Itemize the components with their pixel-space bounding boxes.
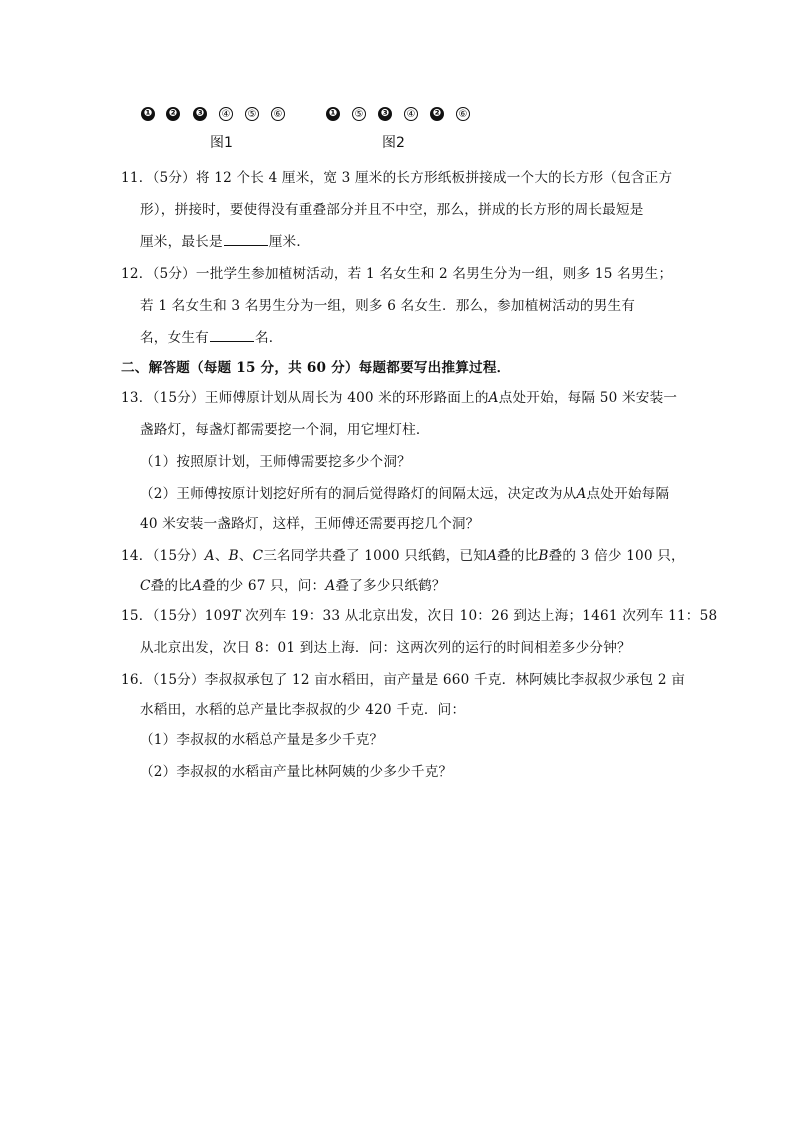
question-15-text: 次列车 19：33 从北京出发，次日 10：26 到达上海；1461 次列车 11：58 bbox=[240, 608, 718, 624]
question-13-sub-3: 40 米安装一盏路灯，这样，王师傅还需要再挖几个洞？ bbox=[140, 516, 480, 532]
var-b: B bbox=[228, 548, 239, 564]
question-16-sub-2: （2）李叔叔的水稻亩产量比林阿姨的少多少千克？ bbox=[140, 764, 453, 780]
var-t: T bbox=[231, 608, 241, 624]
circle-4: ④ bbox=[219, 107, 233, 121]
var-a: A bbox=[486, 548, 498, 564]
question-13-text: 点处开始每隔 bbox=[586, 486, 670, 502]
separator: 、 bbox=[238, 548, 253, 564]
question-14-text: 三名同学共叠了 1000 只纸鹤，已知 bbox=[263, 548, 487, 564]
question-14-text: 14．（15分） bbox=[121, 548, 205, 564]
var-a: A bbox=[204, 548, 215, 564]
question-14-line-1 bbox=[121, 544, 685, 564]
separator: 、 bbox=[214, 548, 229, 564]
circle-4: ④ bbox=[404, 107, 418, 121]
question-13-line-1 bbox=[121, 386, 681, 406]
var-c: C bbox=[140, 578, 151, 594]
question-12-line-1: 12．（5分）一批学生参加植树活动，若 1 名女生和 2 名男生分为一组，则多 15 名男生； bbox=[121, 266, 673, 282]
var-a: A bbox=[576, 486, 587, 502]
var-c: C bbox=[252, 548, 264, 564]
figure-2-caption: 图2 bbox=[382, 135, 405, 151]
question-14-text: 叠的 3 倍少 100 只， bbox=[548, 548, 685, 564]
var-a: A bbox=[325, 578, 336, 594]
question-16-line-2: 水稻田，水稻的总产量比李叔叔的少 420 千克．问： bbox=[140, 702, 466, 718]
question-11-line-2: 形），拼接时，要使得没有重叠部分并且不中空，那么，拼成的长方形的周长最短是 bbox=[140, 202, 644, 218]
circle-2: ❷ bbox=[430, 107, 444, 121]
figure-1-caption: 图1 bbox=[210, 135, 233, 151]
question-13-sub-1: （1）按照原计划，王师傅需要挖多少个洞？ bbox=[140, 454, 411, 470]
question-12-line-3 bbox=[140, 326, 700, 346]
var-a: A bbox=[488, 390, 499, 406]
circle-2: ❷ bbox=[166, 107, 180, 121]
question-13-line-2: 盏路灯，每盏灯都需要挖一个洞，用它埋灯柱． bbox=[140, 422, 430, 438]
question-16-line-1: 16．（15分）李叔叔承包了 12 亩水稻田，亩产量是 660 千克．林阿姨比李叔叔少承包 2 亩 bbox=[121, 672, 686, 688]
answer-blank[interactable] bbox=[224, 233, 268, 246]
var-a: A bbox=[192, 578, 203, 594]
var-b: B bbox=[538, 548, 549, 564]
question-15-line-1 bbox=[121, 604, 718, 624]
circle-6: ⑥ bbox=[456, 107, 470, 121]
question-12-line-2: 若 1 名女生和 3 名男生分为一组，则多 6 名女生．那么，参加植树活动的男生有 bbox=[140, 298, 636, 314]
circle-6: ⑥ bbox=[271, 107, 285, 121]
question-14-text: 叠了多少只纸鹤？ bbox=[335, 578, 446, 594]
section-heading: 二、解答题（每题 15 分，共 60 分）每题都要写出推算过程． bbox=[121, 360, 511, 376]
question-14-text: 叠的少 67 只，问： bbox=[202, 578, 326, 594]
question-14-text: 叠的比 bbox=[497, 548, 539, 564]
question-13-text: 13．（15分）王师傅原计划从周长为 400 米的环形路面上的 bbox=[121, 390, 489, 406]
question-13-text: 点处开始，每隔 50 米安装一 bbox=[498, 390, 678, 406]
question-11-line-1: 11．（5分）将 12 个长 4 厘米，宽 3 厘米的长方形纸板拼接成一个大的长方形（包含正方 bbox=[121, 170, 673, 186]
question-11-text-b: 厘米． bbox=[268, 234, 311, 250]
question-15-text: 15．（15分）109 bbox=[121, 608, 232, 624]
question-11-text-a: 厘米，最长是 bbox=[140, 234, 223, 250]
circle-5: ⑤ bbox=[245, 107, 259, 121]
circle-3: ❸ bbox=[378, 107, 392, 121]
question-13-sub-2 bbox=[140, 482, 700, 502]
circle-1: ❶ bbox=[141, 107, 155, 121]
question-15-line-2: 从北京出发，次日 8：01 到达上海．问：这两次列的运行的时间相差多少分钟？ bbox=[140, 640, 631, 656]
question-16-sub-1: （1）李叔叔的水稻总产量是多少千克？ bbox=[140, 732, 384, 748]
question-12-text-b: 名． bbox=[254, 330, 283, 346]
answer-blank[interactable] bbox=[210, 329, 254, 342]
circle-1: ❶ bbox=[326, 107, 340, 121]
question-14-text: 叠的比 bbox=[150, 578, 192, 594]
question-13-text: （2）王师傅按原计划挖好所有的洞后觉得路灯的间隔太远，决定改为从 bbox=[140, 486, 577, 502]
question-14-line-2 bbox=[140, 574, 700, 594]
circle-3: ❸ bbox=[193, 107, 207, 121]
circle-5: ⑤ bbox=[352, 107, 366, 121]
question-11-line-3 bbox=[140, 230, 700, 250]
question-12-text-a: 名，女生有 bbox=[140, 330, 209, 346]
